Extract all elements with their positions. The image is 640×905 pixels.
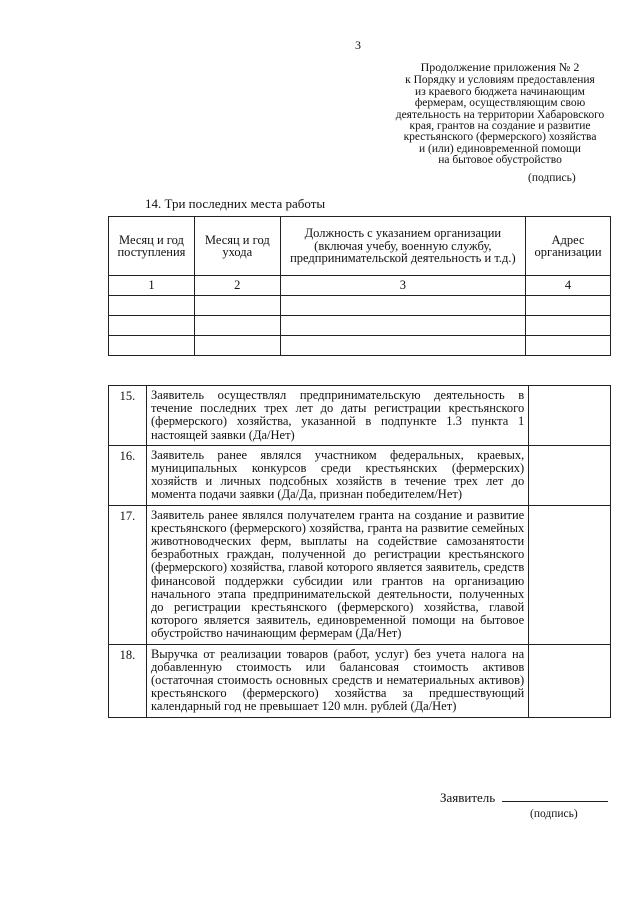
column-number: 4 bbox=[526, 276, 611, 296]
table-cell[interactable] bbox=[526, 296, 611, 316]
question-number: 16. bbox=[109, 445, 147, 505]
column-number: 2 bbox=[194, 276, 280, 296]
question-number: 18. bbox=[109, 644, 147, 717]
table-cell[interactable] bbox=[109, 336, 195, 356]
appendix-title: Продолжение приложения № 2 bbox=[420, 60, 580, 74]
column-header-position: Должность с указанием организации (включая учебу, военную службу, предпринимательской деятельность и т.д.) bbox=[280, 217, 525, 276]
appendix-header-line: и (или) единовременной помощи bbox=[419, 142, 581, 155]
question-row bbox=[109, 386, 611, 446]
column-header-end-date: Месяц и год ухода bbox=[194, 217, 280, 276]
section-14-title: 14. Три последних места работы bbox=[145, 196, 326, 211]
table-cell[interactable] bbox=[194, 316, 280, 336]
work-history-table bbox=[108, 216, 611, 356]
page-number: 3 bbox=[355, 38, 361, 52]
question-row bbox=[109, 445, 611, 505]
appendix-header-line: края, грантов на создание и развитие bbox=[409, 120, 591, 133]
table-cell[interactable] bbox=[280, 316, 525, 336]
table-cell[interactable] bbox=[526, 316, 611, 336]
column-header-start-date: Месяц и год поступления bbox=[109, 217, 195, 276]
answer-cell[interactable] bbox=[529, 505, 611, 644]
work-table-row bbox=[109, 336, 611, 356]
appendix-header-line: из краевого бюджета начинающим bbox=[415, 85, 585, 98]
work-table-row bbox=[109, 316, 611, 336]
work-table-number-row bbox=[109, 276, 611, 296]
appendix-header-line: на бытовое обустройство bbox=[438, 154, 562, 167]
question-number: 15. bbox=[109, 386, 147, 446]
appendix-header bbox=[377, 62, 623, 167]
signature-caption-top: (подпись) bbox=[528, 172, 576, 184]
answer-cell[interactable] bbox=[529, 386, 611, 446]
question-text: Выручка от реализации товаров (работ, услуг) без учета налога на добавленную стоимость или балансовая стоимость активов (остаточная стоимость основных средств и нематериальных активов) крестьянского (фермерского) хозяйства за предшествующий календарный год не превышает 120 млн. рублей (Да/Нет) bbox=[146, 644, 528, 717]
column-number: 3 bbox=[280, 276, 525, 296]
work-table-row bbox=[109, 296, 611, 316]
signature-caption-bottom: (подпись) bbox=[530, 808, 578, 820]
column-number: 1 bbox=[109, 276, 195, 296]
question-row bbox=[109, 644, 611, 717]
question-row bbox=[109, 505, 611, 644]
table-cell[interactable] bbox=[280, 336, 525, 356]
appendix-header-line: фермерам, осуществляющим свою bbox=[414, 97, 586, 110]
appendix-header-line: к Порядку и условиям предоставления bbox=[405, 74, 595, 87]
signature-line[interactable] bbox=[502, 790, 608, 802]
applicant-signature bbox=[440, 790, 608, 806]
table-cell[interactable] bbox=[194, 296, 280, 316]
applicant-label: Заявитель bbox=[440, 790, 496, 805]
appendix-header-line: деятельность на территории Хабаровского bbox=[395, 108, 605, 121]
table-cell[interactable] bbox=[109, 316, 195, 336]
work-table-header-row bbox=[109, 217, 611, 276]
table-cell[interactable] bbox=[194, 336, 280, 356]
questions-table bbox=[108, 385, 611, 718]
answer-cell[interactable] bbox=[529, 445, 611, 505]
appendix-header-line: крестьянского (фермерского) хозяйства bbox=[403, 131, 597, 144]
question-text: Заявитель осуществлял предпринимательскую деятельность в течение последних трех лет до даты регистрации крестьянского (фермерского) хозяйства, указанной в подпункте 1.3 пункта 1 настоящей заявки (Да/Нет) bbox=[146, 386, 528, 446]
table-cell[interactable] bbox=[280, 296, 525, 316]
question-number: 17. bbox=[109, 505, 147, 644]
answer-cell[interactable] bbox=[529, 644, 611, 717]
question-text: Заявитель ранее являлся участником федеральных, краевых, муниципальных конкурсов среди крестьянских (фермерских) хозяйств и личных подсобных хозяйств в течение трех лет до момента подачи заявки (Да/Да, признан победителем/Нет) bbox=[146, 445, 528, 505]
table-cell[interactable] bbox=[109, 296, 195, 316]
table-cell[interactable] bbox=[526, 336, 611, 356]
question-text: Заявитель ранее являлся получателем гранта на создание и развитие крестьянского (фермерского) хозяйства, гранта на развитие семейных животноводческих ферм, выплаты на содействие самозанятости безработных граждан, полученной до регистрации крестьянского (фермерского) хозяйства, главой которого является заявитель, средств финансовой поддержки субсидии или грантов на организацию начального этапа предпринимательской деятельности, полученных до регистрации крестьянского (фермерского) хозяйства, главой которого является заявитель, единовременной помощи на бытовое обустройство начинающим фермерам (Да/Нет) bbox=[146, 505, 528, 644]
column-header-address: Адрес организации bbox=[526, 217, 611, 276]
